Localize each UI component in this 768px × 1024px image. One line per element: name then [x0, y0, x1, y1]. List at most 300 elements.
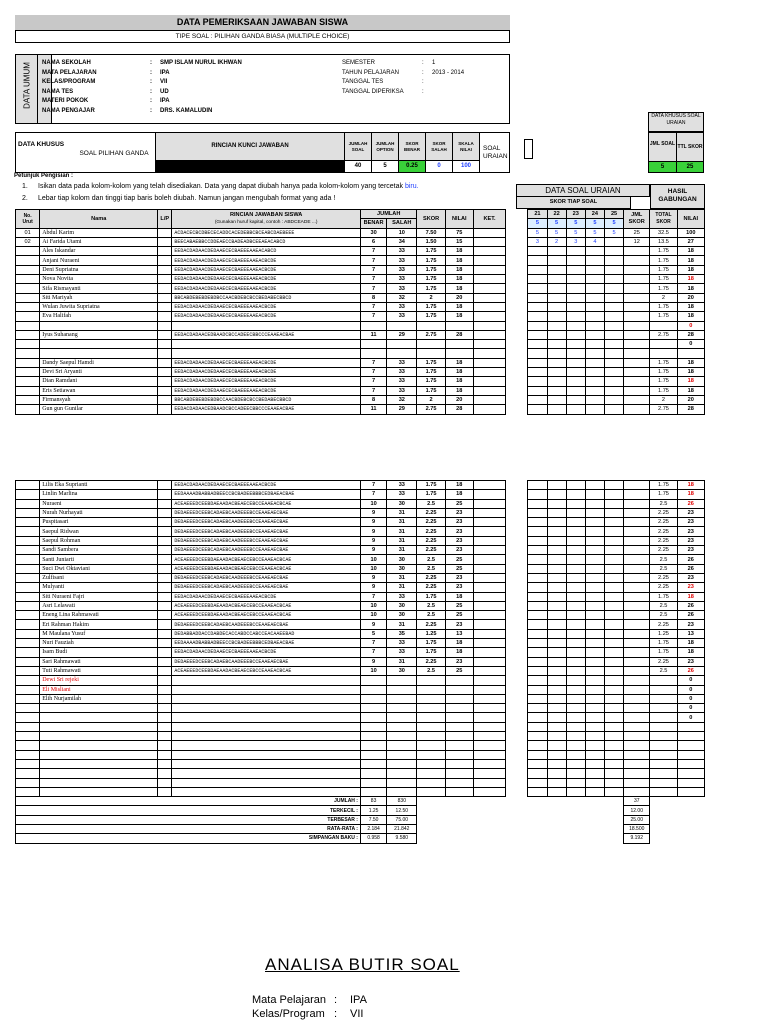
cell-uraian[interactable] — [604, 611, 623, 620]
cell-lp[interactable] — [158, 368, 172, 377]
cell-uraian[interactable] — [604, 321, 623, 330]
cell-ket[interactable] — [473, 611, 505, 620]
cell-uraian[interactable] — [566, 694, 585, 703]
cell-jawaban[interactable]: EEDACDADAACDEDAAECECBAEEEAAEACBCDE — [172, 368, 361, 377]
cell-lp[interactable] — [158, 583, 172, 592]
cell-lp[interactable] — [158, 405, 172, 414]
cell-uraian[interactable] — [547, 275, 566, 284]
cell-ket[interactable] — [473, 481, 505, 490]
cell-uraian[interactable] — [585, 713, 604, 722]
cell-uraian[interactable] — [604, 657, 623, 666]
cell-no[interactable] — [16, 518, 40, 527]
cell-uraian[interactable] — [566, 256, 585, 265]
cell-uraian[interactable] — [566, 555, 585, 564]
cell-uraian[interactable] — [604, 527, 623, 536]
cell-jawaban[interactable] — [172, 732, 361, 741]
cell-nama[interactable]: Nova Novita — [40, 275, 158, 284]
cell-nama[interactable]: Gun gun Gunilar — [40, 405, 158, 414]
cell-uraian[interactable] — [604, 601, 623, 610]
cell-nama[interactable] — [40, 340, 158, 349]
cell-jawaban[interactable]: DEDAEEEDCEEBCADAEBCAADEEEBCCEAAEAECBAE — [172, 518, 361, 527]
cell-ket[interactable] — [473, 787, 505, 796]
cell-uraian[interactable] — [604, 573, 623, 582]
cell-uraian[interactable] — [528, 583, 547, 592]
cell-uraian[interactable] — [604, 648, 623, 657]
cell-uraian[interactable] — [585, 256, 604, 265]
cell-uraian[interactable] — [604, 284, 623, 293]
cell-uraian[interactable] — [604, 377, 623, 386]
cell-uraian[interactable] — [585, 368, 604, 377]
cell-no[interactable] — [16, 750, 40, 759]
cell-ket[interactable] — [473, 518, 505, 527]
cell-uraian[interactable] — [566, 349, 585, 358]
cell-uraian[interactable] — [585, 787, 604, 796]
cell-uraian[interactable] — [547, 349, 566, 358]
cell-uraian[interactable] — [585, 620, 604, 629]
cell-jawaban[interactable]: EEDACDADAACEDBAADCBCCADEECBBCCCEAAEACBAE — [172, 330, 361, 339]
cell-no[interactable] — [16, 490, 40, 499]
cell-ket[interactable] — [473, 639, 505, 648]
cell-nama[interactable] — [40, 321, 158, 330]
cell-lp[interactable] — [158, 564, 172, 573]
cell-uraian[interactable] — [528, 312, 547, 321]
cell-no[interactable] — [16, 247, 40, 256]
cell-uraian[interactable] — [585, 676, 604, 685]
cell-uraian[interactable] — [566, 330, 585, 339]
cell-uraian[interactable]: 4 — [585, 237, 604, 246]
cell-uraian[interactable] — [528, 499, 547, 508]
cell-jawaban[interactable] — [172, 349, 361, 358]
cell-no[interactable] — [16, 405, 40, 414]
cell-nama[interactable]: Mulyanti — [40, 583, 158, 592]
cell-jawaban[interactable]: DEDAEEEDCEEBCADAEBCAADEEEBCCEAAEAECBAE — [172, 583, 361, 592]
cell-uraian[interactable] — [566, 750, 585, 759]
cell-uraian[interactable] — [528, 377, 547, 386]
cell-uraian[interactable] — [547, 564, 566, 573]
cell-uraian[interactable] — [585, 639, 604, 648]
cell-lp[interactable] — [158, 284, 172, 293]
cell-jawaban[interactable]: EEDACDADAACDEDAAECECBAEEEAAEACBCDE — [172, 284, 361, 293]
cell-uraian[interactable] — [566, 620, 585, 629]
cell-uraian[interactable] — [566, 666, 585, 675]
cell-no[interactable] — [16, 368, 40, 377]
cell-uraian[interactable] — [604, 265, 623, 274]
cell-ket[interactable] — [473, 564, 505, 573]
cell-no[interactable]: 02 — [16, 237, 40, 246]
cell-uraian[interactable] — [566, 759, 585, 768]
cell-no[interactable] — [16, 787, 40, 796]
cell-lp[interactable] — [158, 722, 172, 731]
cell-uraian[interactable] — [547, 293, 566, 302]
cell-uraian[interactable] — [528, 722, 547, 731]
cell-lp[interactable] — [158, 395, 172, 404]
cell-nama[interactable]: Deni Supriatna — [40, 265, 158, 274]
cell-uraian[interactable] — [585, 555, 604, 564]
cell-uraian[interactable] — [566, 592, 585, 601]
cell-nama[interactable]: Saepul Ridwan — [40, 527, 158, 536]
cell-uraian[interactable] — [604, 759, 623, 768]
cell-uraian[interactable] — [566, 302, 585, 311]
cell-uraian[interactable] — [547, 490, 566, 499]
cell-uraian[interactable] — [547, 395, 566, 404]
cell-uraian[interactable] — [585, 685, 604, 694]
cell-ket[interactable] — [473, 657, 505, 666]
cell-jawaban[interactable] — [172, 778, 361, 787]
cell-nama[interactable]: Nuri Fauziah — [40, 639, 158, 648]
cell-nama[interactable]: Elih Nurjamilah — [40, 694, 158, 703]
cell-uraian[interactable] — [604, 741, 623, 750]
cell-uraian[interactable] — [547, 386, 566, 395]
cell-lp[interactable] — [158, 247, 172, 256]
cell-jawaban[interactable]: EEDAAAADBABBADBEECCBCBADEEBBBCEDBAEACBAE — [172, 639, 361, 648]
cell-jawaban[interactable] — [172, 759, 361, 768]
cell-uraian[interactable] — [585, 508, 604, 517]
cell-uraian[interactable] — [528, 395, 547, 404]
cell-ket[interactable] — [473, 358, 505, 367]
cell-lp[interactable] — [158, 490, 172, 499]
cell-uraian[interactable] — [604, 564, 623, 573]
cell-uraian[interactable] — [604, 629, 623, 638]
cell-uraian[interactable] — [528, 275, 547, 284]
cell-nama[interactable]: Devi Sri Aryanti — [40, 368, 158, 377]
cell-lp[interactable] — [158, 265, 172, 274]
cell-uraian[interactable] — [566, 405, 585, 414]
cell-uraian[interactable] — [604, 395, 623, 404]
cell-uraian[interactable] — [547, 302, 566, 311]
cell-uraian[interactable]: 2 — [547, 237, 566, 246]
cell-nama[interactable]: Tuti Rahmawati — [40, 666, 158, 675]
cell-uraian[interactable] — [566, 518, 585, 527]
cell-ket[interactable] — [473, 759, 505, 768]
cell-lp[interactable] — [158, 508, 172, 517]
cell-ket[interactable] — [473, 694, 505, 703]
cell-no[interactable] — [16, 499, 40, 508]
cell-uraian[interactable] — [547, 601, 566, 610]
cell-lp[interactable] — [158, 611, 172, 620]
cell-jawaban[interactable] — [172, 713, 361, 722]
cell-uraian[interactable] — [585, 583, 604, 592]
cell-uraian[interactable] — [585, 527, 604, 536]
cell-jawaban[interactable]: EEDACDADAACDEDAAECECBAEEEAAEACBCDE — [172, 481, 361, 490]
cell-uraian[interactable] — [566, 769, 585, 778]
cell-uraian[interactable] — [547, 787, 566, 796]
cell-nama[interactable]: Firmansyah — [40, 395, 158, 404]
cell-uraian[interactable] — [547, 555, 566, 564]
cell-uraian[interactable] — [547, 704, 566, 713]
cell-jawaban[interactable]: EEDACDADAACEDBAADCBCCADEECBBCCCEAAEACBAE — [172, 405, 361, 414]
cell-uraian[interactable] — [547, 256, 566, 265]
cell-uraian[interactable] — [585, 358, 604, 367]
cell-uraian[interactable] — [585, 302, 604, 311]
uraian-max[interactable]: 5 — [528, 219, 547, 228]
cell-uraian[interactable] — [604, 592, 623, 601]
cell-uraian[interactable] — [604, 787, 623, 796]
cell-jawaban[interactable]: DEDABBADDACCDABDECACCABDCCABCCEACAAEEBAD — [172, 629, 361, 638]
cell-ket[interactable] — [473, 302, 505, 311]
cell-jawaban[interactable]: EEDACDADAACDEDAAECECBAEEEAAEACBCDE — [172, 302, 361, 311]
cell-lp[interactable] — [158, 732, 172, 741]
cell-no[interactable] — [16, 639, 40, 648]
cell-nama[interactable]: Eli Misliani — [40, 685, 158, 694]
cell-uraian[interactable] — [604, 330, 623, 339]
cell-uraian[interactable] — [528, 666, 547, 675]
cell-nama[interactable]: Ales Iskandar — [40, 247, 158, 256]
cell-uraian[interactable] — [566, 312, 585, 321]
cell-no[interactable] — [16, 732, 40, 741]
cell-lp[interactable] — [158, 778, 172, 787]
cell-uraian[interactable] — [585, 611, 604, 620]
cell-uraian[interactable] — [604, 555, 623, 564]
cell-uraian[interactable] — [566, 657, 585, 666]
cell-no[interactable] — [16, 713, 40, 722]
cell-ket[interactable] — [473, 536, 505, 545]
cell-lp[interactable] — [158, 527, 172, 536]
cell-lp[interactable] — [158, 676, 172, 685]
cell-uraian[interactable] — [604, 639, 623, 648]
cell-uraian[interactable] — [528, 330, 547, 339]
cell-jawaban[interactable]: EEDACDADAACDEDAAECECBAEEEAAEACABCD — [172, 247, 361, 256]
cell-nama[interactable]: Nuraeni — [40, 499, 158, 508]
cell-uraian[interactable] — [604, 536, 623, 545]
cell-uraian[interactable] — [604, 704, 623, 713]
cell-ket[interactable] — [473, 349, 505, 358]
cell-jawaban[interactable]: EEDACDADAACDEDAAECECBAEEEAAEACBCDE — [172, 358, 361, 367]
cell-uraian[interactable] — [528, 648, 547, 657]
cell-no[interactable] — [16, 704, 40, 713]
uraian-max[interactable]: 5 — [604, 219, 623, 228]
cell-no[interactable] — [16, 377, 40, 386]
cell-jawaban[interactable] — [172, 769, 361, 778]
cell-uraian[interactable] — [585, 592, 604, 601]
uraian-checkbox[interactable] — [524, 139, 533, 159]
cell-uraian[interactable]: 5 — [585, 228, 604, 237]
cell-ket[interactable] — [473, 629, 505, 638]
cell-uraian[interactable] — [547, 611, 566, 620]
cell-uraian[interactable] — [528, 611, 547, 620]
cell-uraian[interactable] — [547, 769, 566, 778]
cell-lp[interactable] — [158, 228, 172, 237]
cell-lp[interactable] — [158, 546, 172, 555]
cell-ket[interactable] — [473, 321, 505, 330]
cell-uraian[interactable] — [585, 518, 604, 527]
cell-jawaban[interactable]: EEDACDADAACDEDAAECECBAEEEAAEACBCDE — [172, 377, 361, 386]
cell-uraian[interactable] — [528, 750, 547, 759]
cell-uraian[interactable] — [528, 769, 547, 778]
cell-uraian[interactable] — [547, 330, 566, 339]
cell-no[interactable] — [16, 330, 40, 339]
cell-uraian[interactable] — [585, 247, 604, 256]
khusus-col-value[interactable]: 0.25 — [399, 160, 426, 172]
cell-no[interactable] — [16, 666, 40, 675]
cell-jawaban[interactable]: DEDAEEEDCEEBCADAEBCAADEEEBCCEAAEAECBAE — [172, 620, 361, 629]
cell-uraian[interactable] — [585, 340, 604, 349]
cell-nama[interactable]: Eva Halifah — [40, 312, 158, 321]
cell-no[interactable] — [16, 573, 40, 582]
cell-uraian[interactable] — [585, 759, 604, 768]
cell-uraian[interactable] — [585, 601, 604, 610]
cell-uraian[interactable] — [528, 676, 547, 685]
cell-uraian[interactable] — [528, 694, 547, 703]
cell-ket[interactable] — [473, 405, 505, 414]
cell-lp[interactable] — [158, 685, 172, 694]
cell-uraian[interactable] — [547, 676, 566, 685]
cell-no[interactable] — [16, 527, 40, 536]
cell-no[interactable] — [16, 685, 40, 694]
cell-no[interactable] — [16, 620, 40, 629]
cell-nama[interactable] — [40, 732, 158, 741]
cell-no[interactable] — [16, 741, 40, 750]
cell-no[interactable] — [16, 481, 40, 490]
cell-uraian[interactable] — [585, 536, 604, 545]
cell-ket[interactable] — [473, 247, 505, 256]
cell-jawaban[interactable] — [172, 704, 361, 713]
cell-ket[interactable] — [473, 601, 505, 610]
khusus-col-value[interactable]: 5 — [372, 160, 399, 172]
cell-uraian[interactable] — [566, 508, 585, 517]
cell-nama[interactable]: Nurah Nurhayati — [40, 508, 158, 517]
cell-no[interactable] — [16, 564, 40, 573]
cell-ket[interactable] — [473, 704, 505, 713]
cell-lp[interactable] — [158, 555, 172, 564]
khusus-col-value[interactable]: 100 — [453, 160, 480, 172]
cell-nama[interactable]: Linlin Marlina — [40, 490, 158, 499]
cell-uraian[interactable] — [566, 722, 585, 731]
cell-uraian[interactable] — [566, 564, 585, 573]
cell-uraian[interactable]: 3 — [566, 237, 585, 246]
cell-lp[interactable] — [158, 639, 172, 648]
cell-nama[interactable]: Sari Rahmawati — [40, 657, 158, 666]
cell-uraian[interactable] — [547, 247, 566, 256]
cell-no[interactable] — [16, 395, 40, 404]
cell-uraian[interactable] — [585, 722, 604, 731]
cell-nama[interactable]: Lilis Eka Suprianti — [40, 481, 158, 490]
cell-uraian[interactable] — [528, 508, 547, 517]
cell-uraian[interactable] — [585, 395, 604, 404]
cell-lp[interactable] — [158, 518, 172, 527]
cell-uraian[interactable] — [547, 759, 566, 768]
cell-nama[interactable]: Santi Juniarti — [40, 555, 158, 564]
cell-uraian[interactable] — [528, 564, 547, 573]
cell-lp[interactable] — [158, 536, 172, 545]
cell-nama[interactable]: Eris Setiawan — [40, 386, 158, 395]
cell-uraian[interactable] — [547, 592, 566, 601]
cell-uraian[interactable] — [528, 349, 547, 358]
cell-nama[interactable]: Dian Ramdani — [40, 377, 158, 386]
cell-uraian[interactable] — [528, 490, 547, 499]
cell-lp[interactable] — [158, 769, 172, 778]
cell-uraian[interactable] — [547, 481, 566, 490]
cell-uraian[interactable] — [528, 386, 547, 395]
cell-jawaban[interactable] — [172, 722, 361, 731]
cell-ket[interactable] — [473, 527, 505, 536]
cell-jawaban[interactable]: DEDAEEEDCEEBCADAEBCAADEEEBCCEAAEAECBAE — [172, 573, 361, 582]
cell-uraian[interactable] — [547, 778, 566, 787]
cell-uraian[interactable] — [585, 750, 604, 759]
cell-jawaban[interactable]: EEDACDADAACDEDAAECECBAEEEAAEACBCDE — [172, 312, 361, 321]
cell-uraian[interactable] — [585, 732, 604, 741]
cell-uraian[interactable] — [604, 546, 623, 555]
cell-uraian[interactable] — [604, 358, 623, 367]
cell-lp[interactable] — [158, 481, 172, 490]
cell-uraian[interactable] — [547, 685, 566, 694]
cell-uraian[interactable] — [528, 256, 547, 265]
cell-ket[interactable] — [473, 573, 505, 582]
uraian-max[interactable]: 5 — [566, 219, 585, 228]
cell-uraian[interactable] — [604, 405, 623, 414]
cell-uraian[interactable] — [547, 657, 566, 666]
cell-jawaban[interactable]: EEDACDADAACDEDAAECECBAEEEAAEACBCDE — [172, 256, 361, 265]
cell-uraian[interactable] — [528, 713, 547, 722]
cell-lp[interactable] — [158, 275, 172, 284]
cell-ket[interactable] — [473, 284, 505, 293]
cell-uraian[interactable] — [547, 377, 566, 386]
cell-uraian[interactable] — [604, 518, 623, 527]
cell-uraian[interactable] — [547, 639, 566, 648]
cell-uraian[interactable] — [585, 573, 604, 582]
cell-jawaban[interactable] — [172, 750, 361, 759]
cell-uraian[interactable] — [604, 349, 623, 358]
cell-lp[interactable] — [158, 648, 172, 657]
cell-lp[interactable] — [158, 787, 172, 796]
cell-nama[interactable] — [40, 722, 158, 731]
cell-uraian[interactable] — [585, 275, 604, 284]
cell-ket[interactable] — [473, 330, 505, 339]
cell-uraian[interactable] — [604, 750, 623, 759]
cell-uraian[interactable] — [585, 741, 604, 750]
cell-uraian[interactable] — [604, 676, 623, 685]
cell-lp[interactable] — [158, 759, 172, 768]
cell-uraian[interactable] — [585, 321, 604, 330]
cell-uraian[interactable] — [547, 722, 566, 731]
uraian-max[interactable]: 5 — [585, 219, 604, 228]
cell-uraian[interactable] — [585, 349, 604, 358]
cell-uraian[interactable] — [547, 666, 566, 675]
cell-lp[interactable] — [158, 358, 172, 367]
cell-uraian[interactable] — [566, 713, 585, 722]
kunci-jawaban-field[interactable] — [155, 160, 345, 172]
cell-jawaban[interactable]: ACEAEEEDCEEBDAEAADACBEAECEBCCEAAEACBCAE — [172, 666, 361, 675]
cell-ket[interactable] — [473, 499, 505, 508]
cell-no[interactable] — [16, 312, 40, 321]
cell-uraian[interactable] — [604, 312, 623, 321]
cell-jawaban[interactable]: ACEAEEEDCEEBDAEAADACBEAECEBCCEAAEACBCAE — [172, 601, 361, 610]
cell-uraian[interactable] — [547, 284, 566, 293]
cell-ket[interactable] — [473, 395, 505, 404]
cell-uraian[interactable] — [604, 481, 623, 490]
cell-ket[interactable] — [473, 293, 505, 302]
cell-uraian[interactable] — [585, 648, 604, 657]
cell-uraian[interactable] — [528, 340, 547, 349]
cell-uraian[interactable] — [604, 368, 623, 377]
cell-uraian[interactable] — [566, 527, 585, 536]
cell-uraian[interactable] — [585, 666, 604, 675]
cell-lp[interactable] — [158, 377, 172, 386]
cell-uraian[interactable] — [528, 741, 547, 750]
cell-uraian[interactable] — [547, 750, 566, 759]
cell-no[interactable] — [16, 694, 40, 703]
cell-uraian[interactable] — [528, 536, 547, 545]
cell-lp[interactable] — [158, 694, 172, 703]
cell-uraian[interactable] — [528, 685, 547, 694]
cell-nama[interactable] — [40, 704, 158, 713]
cell-uraian[interactable] — [566, 275, 585, 284]
cell-uraian[interactable] — [566, 536, 585, 545]
cell-uraian[interactable] — [566, 629, 585, 638]
cell-uraian[interactable] — [566, 368, 585, 377]
cell-uraian[interactable] — [566, 284, 585, 293]
khusus-col-value[interactable]: 40 — [345, 160, 372, 172]
cell-uraian[interactable]: 5 — [528, 228, 547, 237]
